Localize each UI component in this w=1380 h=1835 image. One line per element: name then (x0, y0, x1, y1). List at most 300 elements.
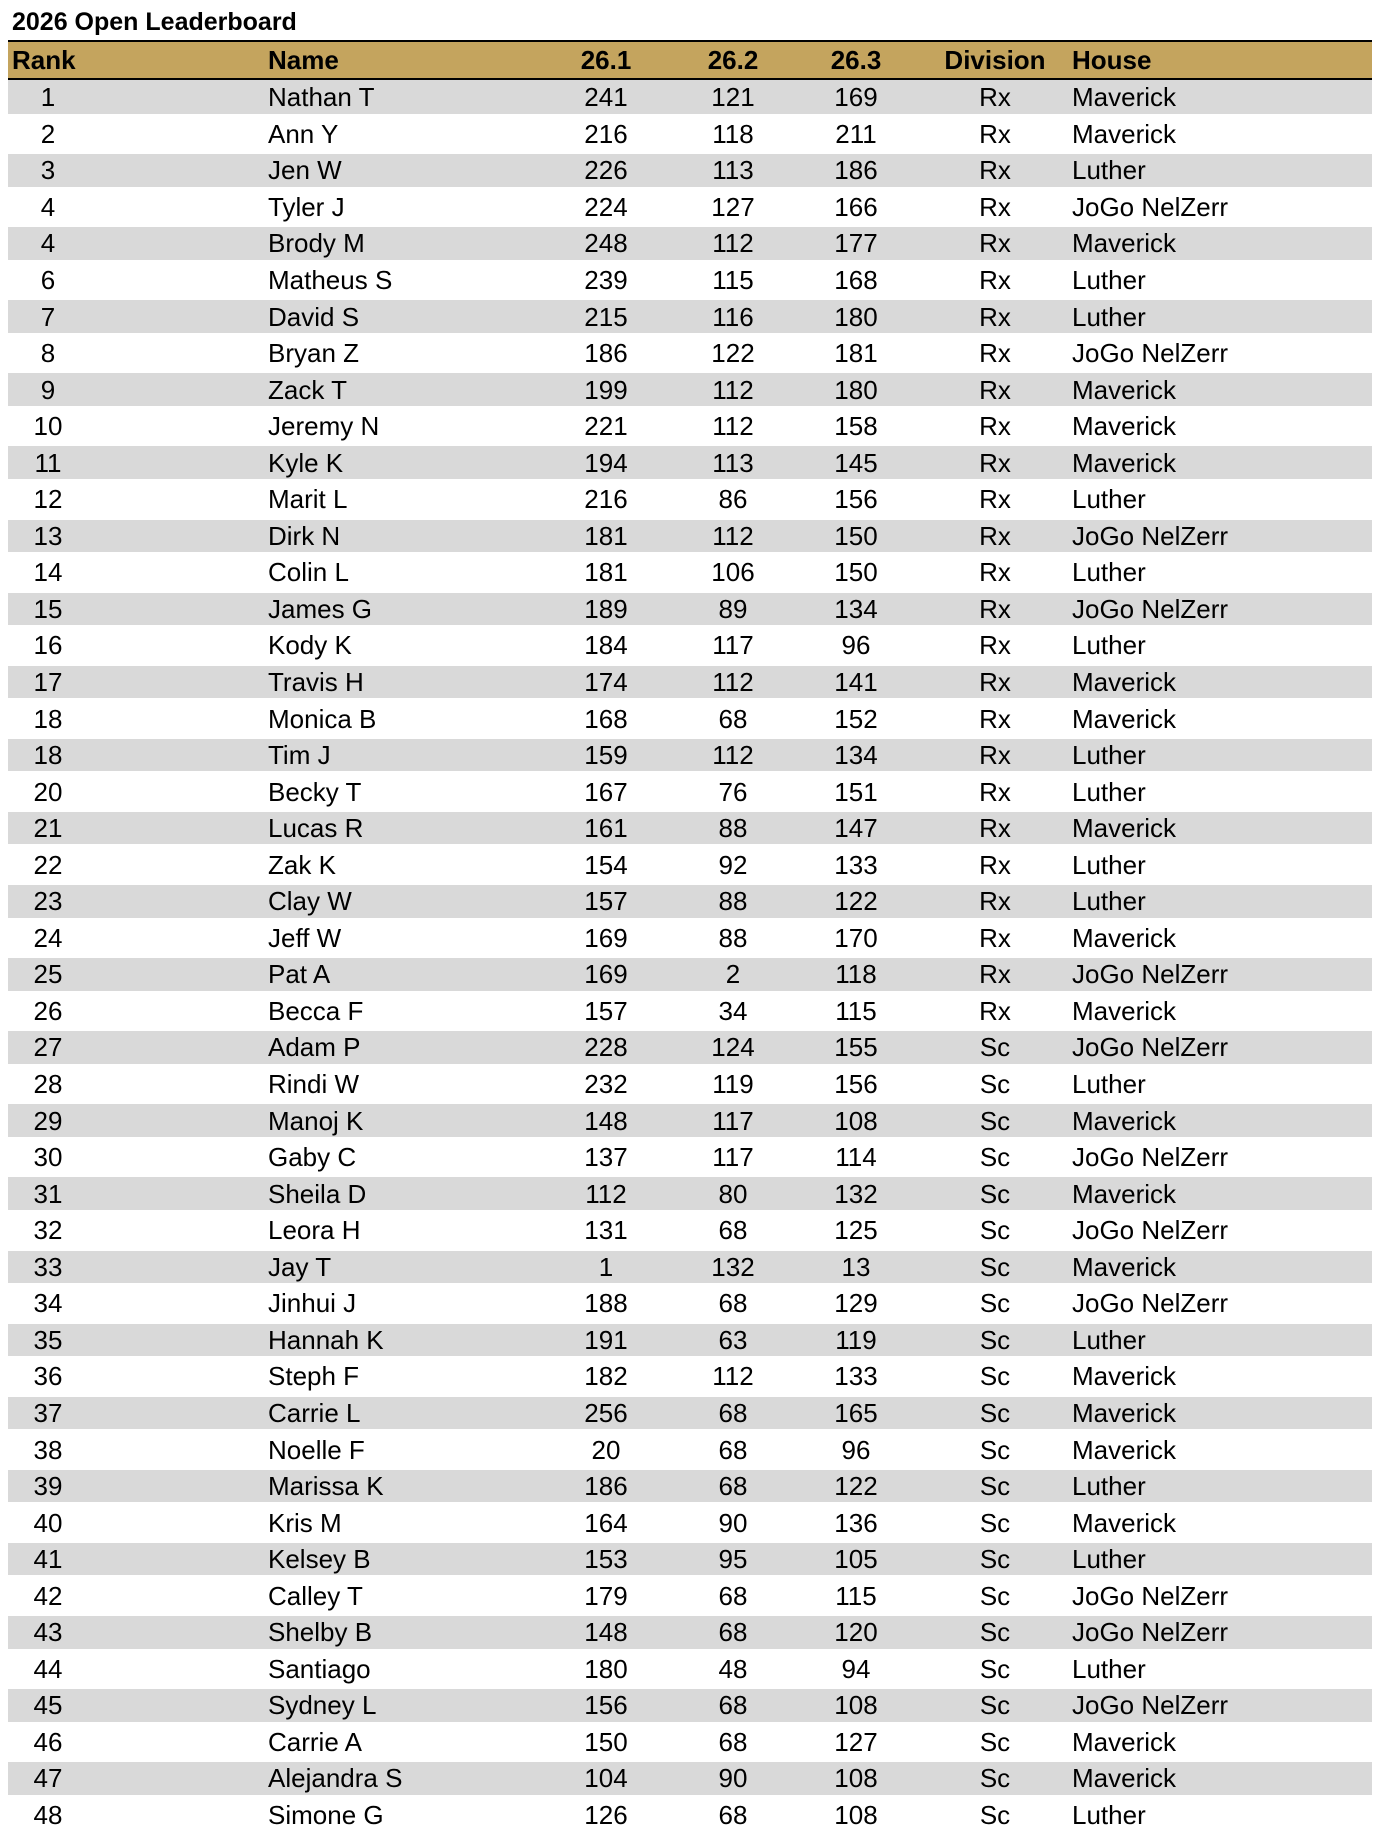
cell-score-26-3[interactable]: 119 (794, 1322, 918, 1359)
table-row[interactable] (8, 1212, 1372, 1249)
cell-score-26-1[interactable]: 148 (540, 1102, 672, 1139)
cell-rank[interactable]: 25 (8, 956, 118, 993)
cell-score-26-3[interactable]: 105 (794, 1541, 918, 1578)
cell-score-26-2[interactable]: 116 (672, 298, 794, 335)
cell-name[interactable]: Tim J (118, 737, 540, 774)
cell-score-26-2[interactable]: 106 (672, 554, 794, 591)
cell-score-26-2[interactable]: 76 (672, 773, 794, 810)
cell-division[interactable]: Rx (918, 371, 1072, 408)
cell-score-26-3[interactable]: 133 (794, 846, 918, 883)
cell-name[interactable]: Calley T (118, 1577, 540, 1614)
column-header-26-3[interactable]: 26.3 (794, 41, 918, 79)
cell-score-26-2[interactable]: 63 (672, 1322, 794, 1359)
cell-division[interactable]: Rx (918, 554, 1072, 591)
cell-name[interactable]: James G (118, 591, 540, 628)
cell-score-26-1[interactable]: 181 (540, 518, 672, 555)
cell-score-26-3[interactable]: 152 (794, 700, 918, 737)
cell-rank[interactable]: 38 (8, 1431, 118, 1468)
cell-house[interactable]: Luther (1072, 1322, 1372, 1359)
cell-name[interactable]: Simone G (118, 1797, 540, 1834)
cell-rank[interactable]: 16 (8, 627, 118, 664)
cell-score-26-1[interactable]: 241 (540, 79, 672, 116)
cell-name[interactable]: Kyle K (118, 444, 540, 481)
cell-division[interactable]: Sc (918, 1687, 1072, 1724)
cell-score-26-2[interactable]: 88 (672, 920, 794, 957)
cell-division[interactable]: Sc (918, 1322, 1072, 1359)
cell-score-26-2[interactable]: 112 (672, 408, 794, 445)
cell-rank[interactable]: 4 (8, 225, 118, 262)
cell-rank[interactable]: 11 (8, 444, 118, 481)
table-row[interactable] (8, 481, 1372, 518)
cell-score-26-3[interactable]: 180 (794, 371, 918, 408)
cell-name[interactable]: Leora H (118, 1212, 540, 1249)
cell-score-26-2[interactable]: 127 (672, 189, 794, 226)
column-header-division[interactable]: Division (918, 41, 1072, 79)
cell-score-26-2[interactable]: 68 (672, 1614, 794, 1651)
cell-division[interactable]: Sc (918, 1504, 1072, 1541)
cell-score-26-2[interactable]: 122 (672, 335, 794, 372)
cell-score-26-2[interactable]: 68 (672, 1431, 794, 1468)
cell-house[interactable]: Maverick (1072, 1504, 1372, 1541)
table-row[interactable] (8, 773, 1372, 810)
cell-rank[interactable]: 39 (8, 1468, 118, 1505)
cell-house[interactable]: JoGo NelZerr (1072, 956, 1372, 993)
cell-name[interactable]: Steph F (118, 1358, 540, 1395)
cell-rank[interactable]: 27 (8, 1029, 118, 1066)
cell-rank[interactable]: 3 (8, 152, 118, 189)
cell-house[interactable]: JoGo NelZerr (1072, 1614, 1372, 1651)
cell-score-26-2[interactable]: 117 (672, 1139, 794, 1176)
cell-score-26-2[interactable]: 48 (672, 1651, 794, 1688)
cell-score-26-3[interactable]: 156 (794, 1066, 918, 1103)
cell-rank[interactable]: 44 (8, 1651, 118, 1688)
table-row[interactable] (8, 79, 1372, 116)
cell-score-26-1[interactable]: 188 (540, 1285, 672, 1322)
table-row[interactable] (8, 591, 1372, 628)
cell-score-26-3[interactable]: 108 (794, 1687, 918, 1724)
cell-score-26-3[interactable]: 118 (794, 956, 918, 993)
table-row[interactable] (8, 1760, 1372, 1797)
cell-score-26-2[interactable]: 112 (672, 664, 794, 701)
cell-score-26-3[interactable]: 168 (794, 262, 918, 299)
table-row[interactable] (8, 554, 1372, 591)
cell-score-26-3[interactable]: 114 (794, 1139, 918, 1176)
cell-score-26-2[interactable]: 113 (672, 444, 794, 481)
cell-division[interactable]: Sc (918, 1358, 1072, 1395)
cell-score-26-3[interactable]: 127 (794, 1724, 918, 1761)
cell-division[interactable]: Rx (918, 481, 1072, 518)
cell-score-26-3[interactable]: 150 (794, 554, 918, 591)
cell-score-26-2[interactable]: 121 (672, 79, 794, 116)
table-row[interactable] (8, 1358, 1372, 1395)
cell-rank[interactable]: 42 (8, 1577, 118, 1614)
table-row[interactable] (8, 920, 1372, 957)
cell-house[interactable]: JoGo NelZerr (1072, 591, 1372, 628)
cell-score-26-1[interactable]: 154 (540, 846, 672, 883)
cell-house[interactable]: Luther (1072, 554, 1372, 591)
cell-house[interactable]: Maverick (1072, 371, 1372, 408)
cell-name[interactable]: Jeremy N (118, 408, 540, 445)
cell-rank[interactable]: 28 (8, 1066, 118, 1103)
cell-division[interactable]: Rx (918, 591, 1072, 628)
cell-score-26-2[interactable]: 112 (672, 1358, 794, 1395)
cell-house[interactable]: JoGo NelZerr (1072, 335, 1372, 372)
table-row[interactable] (8, 1139, 1372, 1176)
cell-score-26-1[interactable]: 156 (540, 1687, 672, 1724)
cell-score-26-1[interactable]: 157 (540, 993, 672, 1030)
cell-score-26-1[interactable]: 184 (540, 627, 672, 664)
cell-score-26-1[interactable]: 224 (540, 189, 672, 226)
cell-score-26-1[interactable]: 126 (540, 1797, 672, 1834)
cell-house[interactable]: Maverick (1072, 993, 1372, 1030)
cell-rank[interactable]: 18 (8, 700, 118, 737)
cell-score-26-2[interactable]: 119 (672, 1066, 794, 1103)
cell-score-26-2[interactable]: 68 (672, 1395, 794, 1432)
cell-division[interactable]: Rx (918, 883, 1072, 920)
cell-score-26-3[interactable]: 169 (794, 79, 918, 116)
table-row[interactable] (8, 1797, 1372, 1834)
cell-score-26-3[interactable]: 94 (794, 1651, 918, 1688)
cell-name[interactable]: Monica B (118, 700, 540, 737)
table-row[interactable] (8, 1029, 1372, 1066)
cell-score-26-2[interactable]: 88 (672, 810, 794, 847)
cell-score-26-2[interactable]: 68 (672, 1724, 794, 1761)
cell-score-26-1[interactable]: 199 (540, 371, 672, 408)
cell-rank[interactable]: 31 (8, 1175, 118, 1212)
cell-name[interactable]: Hannah K (118, 1322, 540, 1359)
cell-house[interactable]: Maverick (1072, 920, 1372, 957)
cell-score-26-1[interactable]: 248 (540, 225, 672, 262)
table-row[interactable] (8, 116, 1372, 153)
cell-score-26-3[interactable]: 165 (794, 1395, 918, 1432)
cell-division[interactable]: Rx (918, 408, 1072, 445)
cell-score-26-3[interactable]: 122 (794, 1468, 918, 1505)
table-row[interactable] (8, 1577, 1372, 1614)
cell-score-26-1[interactable]: 186 (540, 1468, 672, 1505)
cell-score-26-3[interactable]: 96 (794, 627, 918, 664)
cell-score-26-2[interactable]: 68 (672, 1797, 794, 1834)
cell-house[interactable]: Luther (1072, 1066, 1372, 1103)
cell-division[interactable]: Sc (918, 1760, 1072, 1797)
cell-division[interactable]: Sc (918, 1468, 1072, 1505)
cell-score-26-3[interactable]: 115 (794, 1577, 918, 1614)
cell-division[interactable]: Sc (918, 1651, 1072, 1688)
table-row[interactable] (8, 152, 1372, 189)
cell-score-26-3[interactable]: 125 (794, 1212, 918, 1249)
cell-score-26-3[interactable]: 108 (794, 1797, 918, 1834)
cell-rank[interactable]: 4 (8, 189, 118, 226)
cell-name[interactable]: Colin L (118, 554, 540, 591)
cell-division[interactable]: Sc (918, 1285, 1072, 1322)
cell-division[interactable]: Sc (918, 1175, 1072, 1212)
cell-name[interactable]: Sydney L (118, 1687, 540, 1724)
cell-name[interactable]: Gaby C (118, 1139, 540, 1176)
cell-rank[interactable]: 24 (8, 920, 118, 957)
table-row[interactable] (8, 408, 1372, 445)
cell-name[interactable]: Carrie L (118, 1395, 540, 1432)
cell-house[interactable]: Maverick (1072, 116, 1372, 153)
table-row[interactable] (8, 1541, 1372, 1578)
cell-house[interactable]: JoGo NelZerr (1072, 1212, 1372, 1249)
cell-score-26-1[interactable]: 169 (540, 956, 672, 993)
cell-house[interactable]: Luther (1072, 481, 1372, 518)
table-row[interactable] (8, 737, 1372, 774)
cell-score-26-1[interactable]: 148 (540, 1614, 672, 1651)
column-header-26-2[interactable]: 26.2 (672, 41, 794, 79)
cell-house[interactable]: Maverick (1072, 225, 1372, 262)
table-row[interactable] (8, 700, 1372, 737)
cell-score-26-1[interactable]: 153 (540, 1541, 672, 1578)
cell-division[interactable]: Sc (918, 1797, 1072, 1834)
cell-house[interactable]: Maverick (1072, 1760, 1372, 1797)
cell-score-26-2[interactable]: 92 (672, 846, 794, 883)
cell-name[interactable]: Marissa K (118, 1468, 540, 1505)
table-row[interactable] (8, 627, 1372, 664)
cell-house[interactable]: JoGo NelZerr (1072, 1285, 1372, 1322)
cell-division[interactable]: Sc (918, 1139, 1072, 1176)
table-row[interactable] (8, 1651, 1372, 1688)
cell-house[interactable]: JoGo NelZerr (1072, 1687, 1372, 1724)
cell-score-26-3[interactable]: 96 (794, 1431, 918, 1468)
cell-house[interactable]: Luther (1072, 737, 1372, 774)
cell-division[interactable]: Sc (918, 1541, 1072, 1578)
cell-rank[interactable]: 23 (8, 883, 118, 920)
cell-rank[interactable]: 1 (8, 79, 118, 116)
cell-score-26-3[interactable]: 132 (794, 1175, 918, 1212)
cell-division[interactable]: Sc (918, 1066, 1072, 1103)
cell-rank[interactable]: 40 (8, 1504, 118, 1541)
cell-rank[interactable]: 34 (8, 1285, 118, 1322)
cell-score-26-3[interactable]: 181 (794, 335, 918, 372)
cell-score-26-3[interactable]: 170 (794, 920, 918, 957)
cell-division[interactable]: Sc (918, 1395, 1072, 1432)
cell-house[interactable]: Maverick (1072, 1102, 1372, 1139)
table-row[interactable] (8, 1175, 1372, 1212)
cell-score-26-1[interactable]: 161 (540, 810, 672, 847)
cell-rank[interactable]: 6 (8, 262, 118, 299)
cell-division[interactable]: Rx (918, 664, 1072, 701)
cell-score-26-3[interactable]: 141 (794, 664, 918, 701)
table-row[interactable] (8, 846, 1372, 883)
cell-division[interactable]: Rx (918, 225, 1072, 262)
column-header-26-1[interactable]: 26.1 (540, 41, 672, 79)
cell-division[interactable]: Rx (918, 993, 1072, 1030)
cell-score-26-3[interactable]: 156 (794, 481, 918, 518)
cell-division[interactable]: Rx (918, 773, 1072, 810)
cell-score-26-1[interactable]: 159 (540, 737, 672, 774)
cell-division[interactable]: Sc (918, 1029, 1072, 1066)
cell-score-26-1[interactable]: 216 (540, 116, 672, 153)
cell-name[interactable]: Dirk N (118, 518, 540, 555)
cell-score-26-2[interactable]: 115 (672, 262, 794, 299)
cell-rank[interactable]: 2 (8, 116, 118, 153)
cell-rank[interactable]: 47 (8, 1760, 118, 1797)
cell-score-26-1[interactable]: 179 (540, 1577, 672, 1614)
table-row[interactable] (8, 664, 1372, 701)
cell-name[interactable]: Zak K (118, 846, 540, 883)
cell-score-26-1[interactable]: 1 (540, 1249, 672, 1286)
table-row[interactable] (8, 1687, 1372, 1724)
cell-name[interactable]: Kelsey B (118, 1541, 540, 1578)
cell-division[interactable]: Rx (918, 79, 1072, 116)
cell-house[interactable]: Maverick (1072, 444, 1372, 481)
cell-rank[interactable]: 10 (8, 408, 118, 445)
cell-score-26-2[interactable]: 112 (672, 371, 794, 408)
cell-name[interactable]: Noelle F (118, 1431, 540, 1468)
cell-score-26-3[interactable]: 151 (794, 773, 918, 810)
cell-score-26-2[interactable]: 112 (672, 518, 794, 555)
cell-score-26-2[interactable]: 112 (672, 737, 794, 774)
cell-division[interactable]: Sc (918, 1431, 1072, 1468)
column-header-name[interactable]: Name (118, 41, 540, 79)
cell-score-26-2[interactable]: 90 (672, 1504, 794, 1541)
cell-division[interactable]: Sc (918, 1212, 1072, 1249)
cell-rank[interactable]: 14 (8, 554, 118, 591)
cell-score-26-1[interactable]: 131 (540, 1212, 672, 1249)
cell-house[interactable]: Luther (1072, 152, 1372, 189)
cell-score-26-3[interactable]: 108 (794, 1760, 918, 1797)
cell-score-26-3[interactable]: 136 (794, 1504, 918, 1541)
cell-name[interactable]: Nathan T (118, 79, 540, 116)
table-row[interactable] (8, 1066, 1372, 1103)
cell-score-26-3[interactable]: 166 (794, 189, 918, 226)
cell-score-26-1[interactable]: 256 (540, 1395, 672, 1432)
cell-rank[interactable]: 30 (8, 1139, 118, 1176)
cell-score-26-1[interactable]: 112 (540, 1175, 672, 1212)
cell-name[interactable]: Jay T (118, 1249, 540, 1286)
cell-score-26-3[interactable]: 177 (794, 225, 918, 262)
cell-division[interactable]: Rx (918, 700, 1072, 737)
cell-name[interactable]: Carrie A (118, 1724, 540, 1761)
cell-rank[interactable]: 13 (8, 518, 118, 555)
cell-name[interactable]: Sheila D (118, 1175, 540, 1212)
cell-division[interactable]: Rx (918, 298, 1072, 335)
cell-score-26-2[interactable]: 68 (672, 1212, 794, 1249)
table-row[interactable] (8, 810, 1372, 847)
cell-score-26-1[interactable]: 168 (540, 700, 672, 737)
column-header-house[interactable]: House (1072, 41, 1372, 79)
cell-name[interactable]: Ann Y (118, 116, 540, 153)
cell-score-26-3[interactable]: 122 (794, 883, 918, 920)
cell-name[interactable]: Rindi W (118, 1066, 540, 1103)
cell-name[interactable]: Santiago (118, 1651, 540, 1688)
cell-score-26-1[interactable]: 157 (540, 883, 672, 920)
cell-rank[interactable]: 9 (8, 371, 118, 408)
cell-house[interactable]: Maverick (1072, 408, 1372, 445)
table-row[interactable] (8, 225, 1372, 262)
cell-score-26-2[interactable]: 124 (672, 1029, 794, 1066)
cell-house[interactable]: Luther (1072, 1468, 1372, 1505)
table-row[interactable] (8, 883, 1372, 920)
cell-score-26-1[interactable]: 20 (540, 1431, 672, 1468)
cell-house[interactable]: JoGo NelZerr (1072, 189, 1372, 226)
cell-rank[interactable]: 12 (8, 481, 118, 518)
cell-score-26-1[interactable]: 221 (540, 408, 672, 445)
cell-score-26-1[interactable]: 215 (540, 298, 672, 335)
cell-house[interactable]: Luther (1072, 627, 1372, 664)
cell-division[interactable]: Rx (918, 737, 1072, 774)
cell-score-26-2[interactable]: 117 (672, 627, 794, 664)
cell-rank[interactable]: 7 (8, 298, 118, 335)
cell-score-26-1[interactable]: 228 (540, 1029, 672, 1066)
cell-score-26-3[interactable]: 133 (794, 1358, 918, 1395)
cell-rank[interactable]: 48 (8, 1797, 118, 1834)
table-row[interactable] (8, 262, 1372, 299)
cell-division[interactable]: Rx (918, 262, 1072, 299)
table-row[interactable] (8, 993, 1372, 1030)
cell-score-26-1[interactable]: 182 (540, 1358, 672, 1395)
cell-name[interactable]: Matheus S (118, 262, 540, 299)
table-row[interactable] (8, 1724, 1372, 1761)
cell-rank[interactable]: 15 (8, 591, 118, 628)
cell-name[interactable]: Pat A (118, 956, 540, 993)
cell-score-26-3[interactable]: 186 (794, 152, 918, 189)
cell-house[interactable]: Luther (1072, 262, 1372, 299)
cell-house[interactable]: Maverick (1072, 1395, 1372, 1432)
cell-house[interactable]: JoGo NelZerr (1072, 1029, 1372, 1066)
cell-division[interactable]: Sc (918, 1102, 1072, 1139)
cell-name[interactable]: Travis H (118, 664, 540, 701)
cell-division[interactable]: Rx (918, 846, 1072, 883)
table-row[interactable] (8, 1395, 1372, 1432)
cell-score-26-3[interactable]: 158 (794, 408, 918, 445)
cell-score-26-2[interactable]: 68 (672, 1687, 794, 1724)
cell-house[interactable]: JoGo NelZerr (1072, 1577, 1372, 1614)
table-row[interactable] (8, 189, 1372, 226)
cell-name[interactable]: Kody K (118, 627, 540, 664)
cell-score-26-2[interactable]: 88 (672, 883, 794, 920)
table-row[interactable] (8, 298, 1372, 335)
cell-name[interactable]: Bryan Z (118, 335, 540, 372)
cell-score-26-3[interactable]: 129 (794, 1285, 918, 1322)
cell-score-26-1[interactable]: 150 (540, 1724, 672, 1761)
cell-score-26-2[interactable]: 86 (672, 481, 794, 518)
cell-score-26-3[interactable]: 180 (794, 298, 918, 335)
cell-house[interactable]: Maverick (1072, 79, 1372, 116)
cell-score-26-1[interactable]: 180 (540, 1651, 672, 1688)
cell-score-26-2[interactable]: 68 (672, 1468, 794, 1505)
cell-score-26-3[interactable]: 155 (794, 1029, 918, 1066)
cell-name[interactable]: Becky T (118, 773, 540, 810)
cell-score-26-2[interactable]: 95 (672, 1541, 794, 1578)
cell-name[interactable]: Clay W (118, 883, 540, 920)
cell-house[interactable]: Maverick (1072, 810, 1372, 847)
table-row[interactable] (8, 956, 1372, 993)
cell-score-26-1[interactable]: 232 (540, 1066, 672, 1103)
cell-score-26-3[interactable]: 134 (794, 737, 918, 774)
cell-score-26-1[interactable]: 226 (540, 152, 672, 189)
cell-name[interactable]: Tyler J (118, 189, 540, 226)
cell-division[interactable]: Rx (918, 116, 1072, 153)
cell-score-26-3[interactable]: 147 (794, 810, 918, 847)
table-row[interactable] (8, 335, 1372, 372)
cell-name[interactable]: David S (118, 298, 540, 335)
cell-score-26-1[interactable]: 164 (540, 1504, 672, 1541)
cell-rank[interactable]: 32 (8, 1212, 118, 1249)
table-row[interactable] (8, 1504, 1372, 1541)
cell-rank[interactable]: 18 (8, 737, 118, 774)
cell-name[interactable]: Brody M (118, 225, 540, 262)
cell-house[interactable]: Luther (1072, 1651, 1372, 1688)
column-header-rank[interactable]: Rank (8, 41, 118, 79)
cell-name[interactable]: Jeff W (118, 920, 540, 957)
cell-score-26-3[interactable]: 211 (794, 116, 918, 153)
table-row[interactable] (8, 1102, 1372, 1139)
cell-score-26-3[interactable]: 150 (794, 518, 918, 555)
cell-score-26-2[interactable]: 68 (672, 1285, 794, 1322)
cell-house[interactable]: Luther (1072, 773, 1372, 810)
cell-house[interactable]: JoGo NelZerr (1072, 518, 1372, 555)
